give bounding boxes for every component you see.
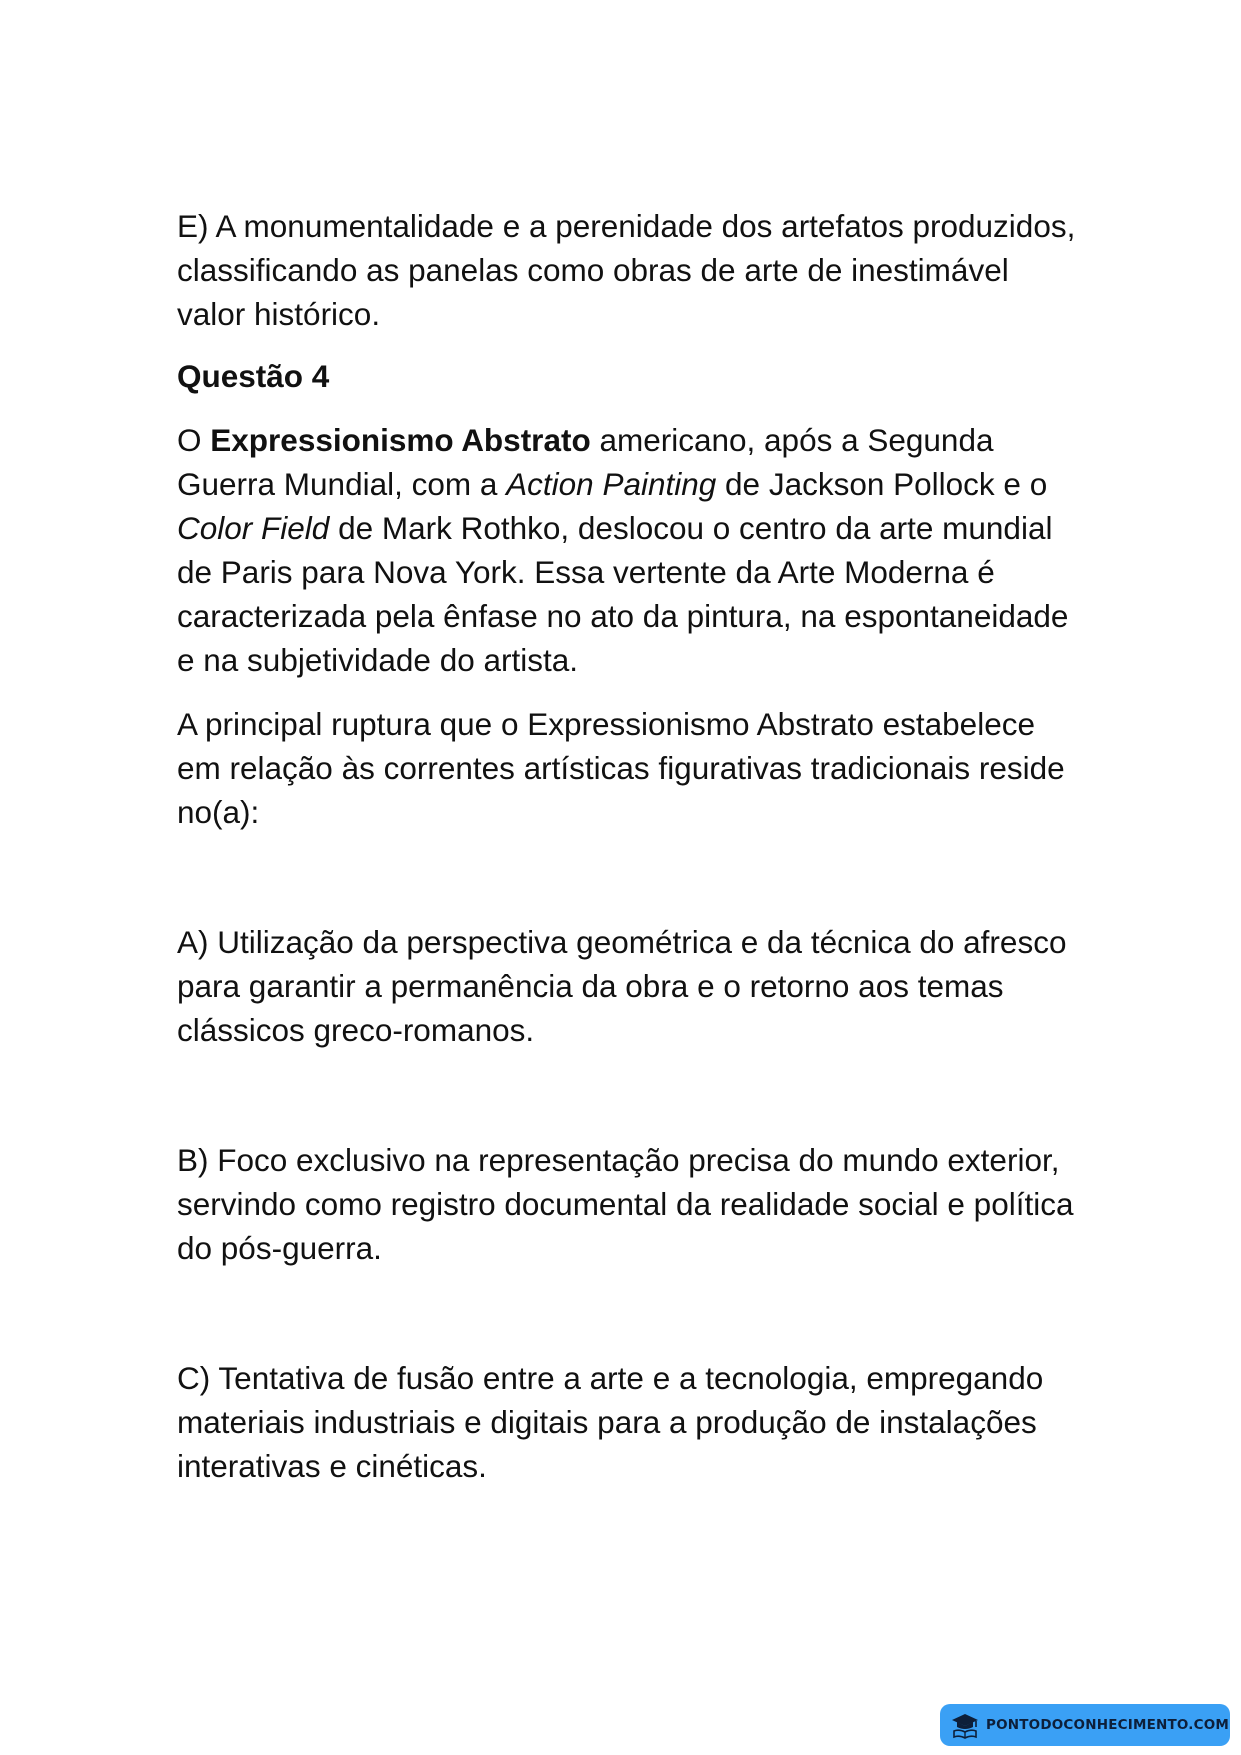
question-body-text-2: americano, após a Segunda Guerra Mundial, com a <box>177 422 994 502</box>
option-e-text: E) A monumentalidade e a perenidade dos artefatos produzidos, classificando as panelas como obras de arte de inestimável valor histórico. <box>177 208 1076 332</box>
watermark-badge <box>940 1704 1230 1746</box>
watermark-text: PONTODOCONHECIMENTO.COM <box>986 1717 1230 1733</box>
question-body-bold: Expressionismo Abstrato <box>210 422 591 458</box>
question-body-text-3: de Jackson Pollock e o <box>716 466 1048 502</box>
graduation-cap-book-icon <box>950 1710 980 1740</box>
question-body-text-1: O <box>177 422 211 458</box>
option-b-text: B) Foco exclusivo na representação precisa do mundo exterior, servindo como registro documental da realidade social e política do pós-guerra. <box>177 1142 1074 1266</box>
question-title: Questão 4 <box>177 358 330 394</box>
document-page <box>177 204 1077 1574</box>
question-body <box>177 418 1077 682</box>
question-body-italic-1: Action Painting <box>506 466 717 502</box>
question-prompt: A principal ruptura que o Expressionismo Abstrato estabelece em relação às correntes artísticas figurativas tradicionais reside no(a): <box>177 706 1065 830</box>
question-body-italic-2: Color Field <box>177 510 330 546</box>
option-c-text: C) Tentativa de fusão entre a arte e a tecnologia, empregando materiais industriais e digitais para a produção de instalações interativas e cinéticas. <box>177 1360 1044 1484</box>
question-body-text-4: de Mark Rothko, deslocou o centro da arte mundial de Paris para Nova York. Essa vertente da Arte Moderna é caracterizada pela ênfase no ato da pintura, na espontaneidade e na subjetividade do artista. <box>177 510 1069 678</box>
option-a-text: A) Utilização da perspectiva geométrica e da técnica do afresco para garantir a permanência da obra e o retorno aos temas clássicos greco-romanos. <box>177 924 1067 1048</box>
